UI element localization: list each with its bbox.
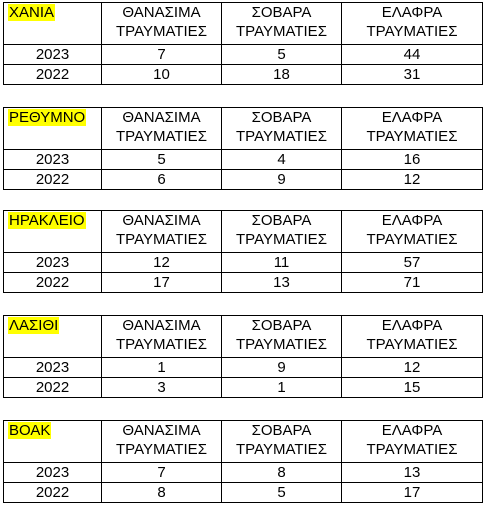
year-cell: 2022	[4, 65, 102, 85]
header-light-line2: ΤΡΑΥΜΑΤΙΕΣ	[366, 128, 458, 145]
region-name: ΧΑΝΙΑ	[9, 4, 55, 21]
year-cell: 2023	[4, 253, 102, 273]
fatal-cell: 17	[102, 273, 222, 293]
serious-cell: 18	[222, 65, 342, 85]
header-fatal	[102, 421, 222, 463]
header-serious	[222, 316, 342, 358]
year-cell: 2022	[4, 378, 102, 398]
header-fatal	[102, 3, 222, 45]
region-name: ΒΟΑΚ	[9, 422, 51, 439]
header-fatal	[102, 108, 222, 150]
region-name-cell	[4, 108, 102, 150]
header-light-line2: ΤΡΑΥΜΑΤΙΕΣ	[366, 23, 458, 40]
header-light-line2: ΤΡΑΥΜΑΤΙΕΣ	[366, 441, 458, 458]
serious-cell: 9	[222, 358, 342, 378]
header-light-line2: ΤΡΑΥΜΑΤΙΕΣ	[366, 231, 458, 248]
light-cell: 57	[342, 253, 483, 273]
header-serious-line2: ΤΡΑΥΜΑΤΙΕΣ	[236, 231, 327, 248]
table-row	[4, 273, 483, 293]
header-fatal-line2: ΤΡΑΥΜΑΤΙΕΣ	[116, 128, 207, 145]
header-serious-line2: ΤΡΑΥΜΑΤΙΕΣ	[236, 441, 327, 458]
year-cell: 2023	[4, 358, 102, 378]
fatal-cell: 7	[102, 45, 222, 65]
table-row	[4, 65, 483, 85]
table-row	[4, 483, 483, 503]
header-fatal-line1: ΘΑΝΑΣΙΜΑ	[122, 109, 201, 126]
table-row	[4, 45, 483, 65]
region-name-cell	[4, 3, 102, 45]
serious-cell: 8	[222, 463, 342, 483]
region-name: ΡΕΘΥΜΝΟ	[9, 109, 86, 126]
header-light	[342, 421, 483, 463]
header-serious-line2: ΤΡΑΥΜΑΤΙΕΣ	[236, 23, 327, 40]
table-row	[4, 378, 483, 398]
year-cell: 2023	[4, 150, 102, 170]
header-fatal-line1: ΘΑΝΑΣΙΜΑ	[122, 212, 201, 229]
region-table	[3, 2, 483, 85]
year-cell: 2022	[4, 483, 102, 503]
fatal-cell: 8	[102, 483, 222, 503]
header-light-line1: ΕΛΑΦΡΑ	[381, 422, 443, 439]
fatal-cell: 3	[102, 378, 222, 398]
region-table	[3, 315, 483, 398]
serious-cell: 4	[222, 150, 342, 170]
header-fatal-line1: ΘΑΝΑΣΙΜΑ	[122, 4, 201, 21]
table-row	[4, 170, 483, 190]
header-serious-line1: ΣΟΒΑΡΑ	[251, 4, 312, 21]
region-name: ΛΑΣΙΘΙ	[9, 317, 59, 334]
fatal-cell: 7	[102, 463, 222, 483]
serious-cell: 13	[222, 273, 342, 293]
header-serious-line2: ΤΡΑΥΜΑΤΙΕΣ	[236, 336, 327, 353]
year-cell: 2023	[4, 45, 102, 65]
header-light	[342, 211, 483, 253]
table-row	[4, 253, 483, 273]
light-cell: 31	[342, 65, 483, 85]
header-serious-line1: ΣΟΒΑΡΑ	[251, 422, 312, 439]
light-cell: 44	[342, 45, 483, 65]
header-serious	[222, 108, 342, 150]
serious-cell: 5	[222, 45, 342, 65]
header-light-line1: ΕΛΑΦΡΑ	[381, 317, 443, 334]
header-serious-line1: ΣΟΒΑΡΑ	[251, 317, 312, 334]
year-cell: 2023	[4, 463, 102, 483]
fatal-cell: 12	[102, 253, 222, 273]
table-row	[4, 463, 483, 483]
header-serious	[222, 3, 342, 45]
header-light	[342, 316, 483, 358]
header-light-line1: ΕΛΑΦΡΑ	[381, 212, 443, 229]
region-name-cell	[4, 421, 102, 463]
header-light	[342, 3, 483, 45]
year-cell: 2022	[4, 170, 102, 190]
header-light-line2: ΤΡΑΥΜΑΤΙΕΣ	[366, 336, 458, 353]
header-fatal-line2: ΤΡΑΥΜΑΤΙΕΣ	[116, 336, 207, 353]
fatal-cell: 5	[102, 150, 222, 170]
region-name-cell	[4, 316, 102, 358]
light-cell: 12	[342, 170, 483, 190]
fatal-cell: 10	[102, 65, 222, 85]
light-cell: 15	[342, 378, 483, 398]
light-cell: 13	[342, 463, 483, 483]
light-cell: 17	[342, 483, 483, 503]
header-fatal	[102, 316, 222, 358]
light-cell: 12	[342, 358, 483, 378]
header-serious-line2: ΤΡΑΥΜΑΤΙΕΣ	[236, 128, 327, 145]
region-table	[3, 210, 483, 293]
header-light-line1: ΕΛΑΦΡΑ	[381, 109, 443, 126]
light-cell: 71	[342, 273, 483, 293]
table-row	[4, 358, 483, 378]
fatal-cell: 1	[102, 358, 222, 378]
serious-cell: 11	[222, 253, 342, 273]
light-cell: 16	[342, 150, 483, 170]
header-light-line1: ΕΛΑΦΡΑ	[381, 4, 443, 21]
table-row	[4, 150, 483, 170]
header-serious-line1: ΣΟΒΑΡΑ	[251, 212, 312, 229]
header-serious-line1: ΣΟΒΑΡΑ	[251, 109, 312, 126]
year-cell: 2022	[4, 273, 102, 293]
header-light	[342, 108, 483, 150]
header-fatal-line2: ΤΡΑΥΜΑΤΙΕΣ	[116, 441, 207, 458]
header-serious	[222, 211, 342, 253]
region-table	[3, 420, 483, 503]
serious-cell: 9	[222, 170, 342, 190]
header-fatal-line1: ΘΑΝΑΣΙΜΑ	[122, 317, 201, 334]
header-fatal	[102, 211, 222, 253]
header-serious	[222, 421, 342, 463]
fatal-cell: 6	[102, 170, 222, 190]
header-fatal-line2: ΤΡΑΥΜΑΤΙΕΣ	[116, 23, 207, 40]
header-fatal-line2: ΤΡΑΥΜΑΤΙΕΣ	[116, 231, 207, 248]
region-table	[3, 107, 483, 190]
serious-cell: 1	[222, 378, 342, 398]
header-fatal-line1: ΘΑΝΑΣΙΜΑ	[122, 422, 201, 439]
region-name-cell	[4, 211, 102, 253]
region-name: ΗΡΑΚΛΕΙΟ	[9, 212, 85, 229]
serious-cell: 5	[222, 483, 342, 503]
